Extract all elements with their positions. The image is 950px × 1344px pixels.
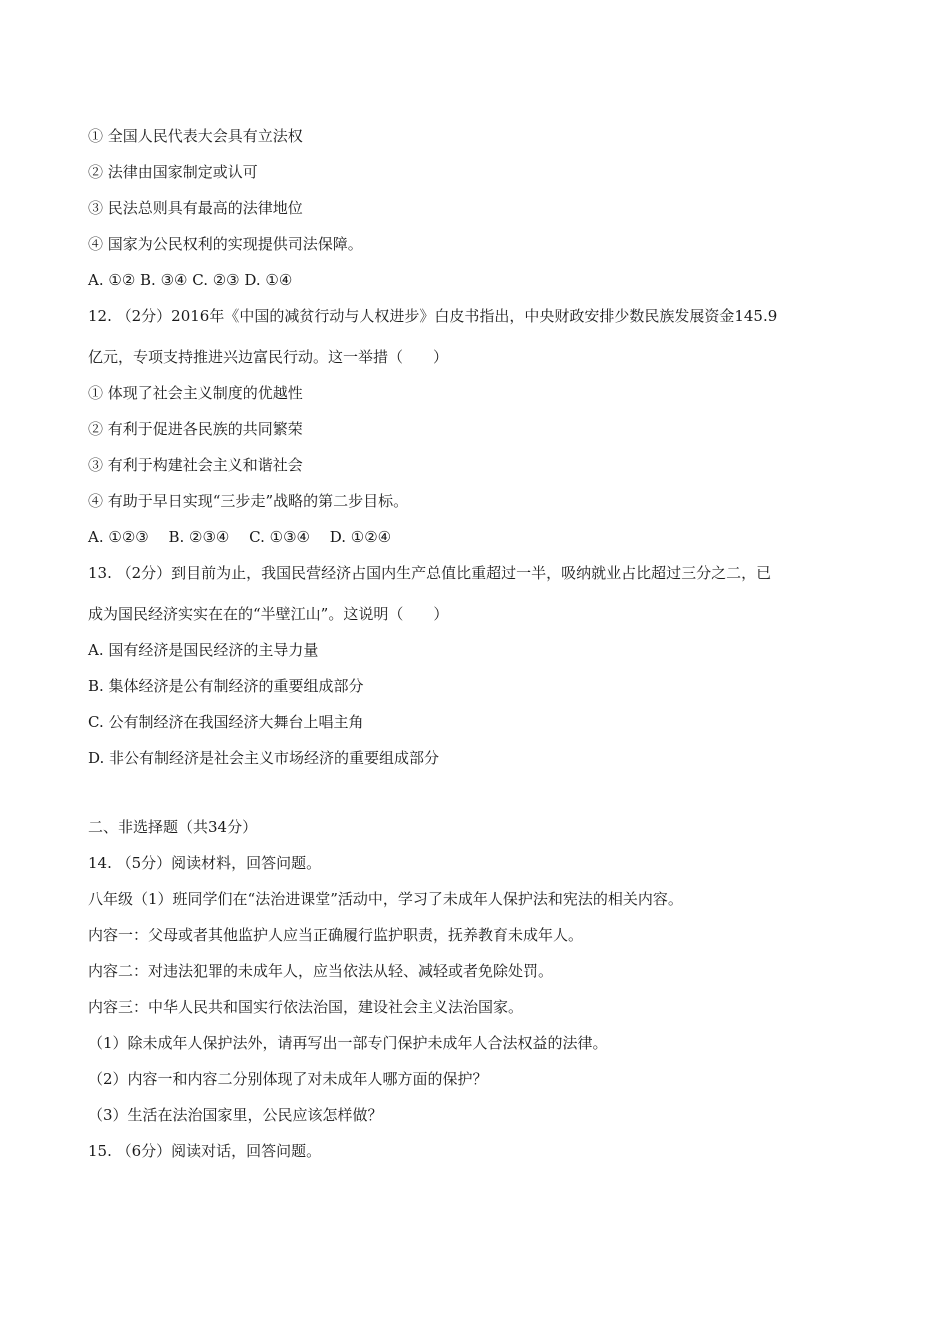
q14-content-3: 内容三：中华人民共和国实行依法治国，建设社会主义法治国家。: [88, 998, 524, 1016]
q13-option-d: D. 非公有制经济是社会主义市场经济的重要组成部分: [88, 749, 440, 767]
q11-answer-choices: A. ①② B. ③④ C. ②③ D. ①④: [88, 271, 293, 289]
q13-stem-line-2: 成为国民经济实实在在的“半壁江山”。这说明（ ）: [88, 605, 449, 623]
q13-option-a: A. 国有经济是国民经济的主导力量: [88, 641, 319, 659]
q13-option-c: C. 公有制经济在我国经济大舞台上唱主角: [88, 713, 364, 731]
section-heading: 二、非选择题（共34分）: [88, 818, 258, 836]
q14-material: 八年级（1）班同学们在“法治进课堂”活动中，学习了未成年人保护法和宪法的相关内容。: [88, 890, 683, 908]
q11-option-2: ② 法律由国家制定或认可: [88, 163, 258, 181]
q13-option-b: B. 集体经济是公有制经济的重要组成部分: [88, 677, 364, 695]
q12-answer-choices: A. ①②③ B. ②③④ C. ①③④ D. ①②④: [88, 528, 392, 546]
q14-stem: 14. （5分）阅读材料，回答问题。: [88, 854, 322, 872]
q12-option-2: ② 有利于促进各民族的共同繁荣: [88, 420, 303, 438]
q11-option-3: ③ 民法总则具有最高的法律地位: [88, 199, 303, 217]
q11-option-1: ① 全国人民代表大会具有立法权: [88, 127, 303, 145]
q12-option-4: ④ 有助于早日实现“三步走”战略的第二步目标。: [88, 492, 409, 510]
q12-stem-line-1: 12. （2分）2016年《中国的减贫行动与人权进步》白皮书指出，中央财政安排少数民族发展资金145.9: [88, 307, 778, 325]
q14-sub-question-3: （3）生活在法治国家里，公民应该怎样做？: [88, 1106, 383, 1124]
q12-option-3: ③ 有利于构建社会主义和谐社会: [88, 456, 303, 474]
q14-sub-question-2: （2）内容一和内容二分别体现了对未成年人哪方面的保护？: [88, 1070, 488, 1088]
q14-content-1: 内容一：父母或者其他监护人应当正确履行监护职责，抚养教育未成年人。: [88, 926, 584, 944]
q15-stem: 15. （6分）阅读对话，回答问题。: [88, 1142, 322, 1160]
q12-stem-line-2: 亿元，专项支持推进兴边富民行动。这一举措（ ）: [88, 348, 449, 366]
q11-option-4: ④ 国家为公民权利的实现提供司法保障。: [88, 235, 363, 253]
q13-stem-line-1: 13. （2分）到目前为止，我国民营经济占国内生产总值比重超过一半，吸纳就业占比超过三分之二，已: [88, 564, 772, 582]
q12-option-1: ① 体现了社会主义制度的优越性: [88, 384, 303, 402]
q14-sub-question-1: （1）除未成年人保护法外，请再写出一部专门保护未成年人合法权益的法律。: [88, 1034, 608, 1052]
q14-content-2: 内容二：对违法犯罪的未成年人，应当依法从轻、减轻或者免除处罚。: [88, 962, 554, 980]
